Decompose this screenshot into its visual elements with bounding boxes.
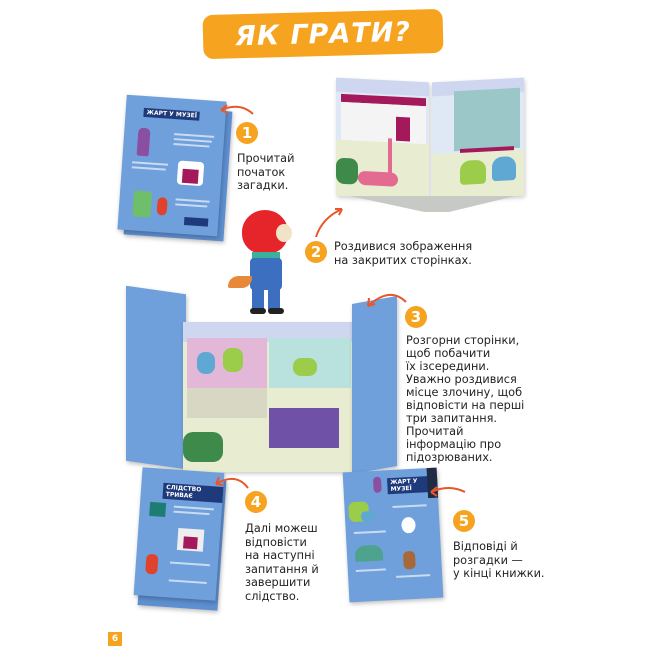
arrow-icon-step-3 bbox=[360, 288, 408, 312]
booklet-title: СЛІДСТВО ТРИВАЄ bbox=[162, 483, 223, 503]
step-4-text: Далі можеш відповісти на наступні запитання й завершити слідство. bbox=[245, 522, 319, 603]
step-4-badge: 4 bbox=[245, 491, 267, 513]
arrow-icon-step-2 bbox=[312, 204, 347, 239]
page-title: ЯК ГРАТИ? bbox=[202, 9, 443, 59]
booklet-title: ЖАРТ У МУЗЕЇ bbox=[143, 108, 200, 121]
step-1-text: Прочитай початок загадки. bbox=[237, 152, 295, 192]
step-1-badge: 1 bbox=[236, 122, 258, 144]
step-5-text: Відповіді й розгадки — у кінці книжки. bbox=[453, 540, 545, 580]
arrow-icon-step-5 bbox=[425, 480, 467, 500]
booklet-title: ЖАРТ У МУЗЕЇ bbox=[387, 476, 438, 495]
page-number: 6 bbox=[108, 632, 122, 646]
fox-detective-character bbox=[236, 210, 306, 315]
step-2-text: Роздивися зображення на закритих сторінках. bbox=[334, 240, 473, 267]
step-5-badge: 5 bbox=[453, 510, 475, 532]
arrow-icon-step-1 bbox=[215, 100, 255, 120]
arrow-icon-step-4 bbox=[208, 470, 250, 492]
step-3-text: Розгорни сторінки, щоб побачити їх ізсередини. Уважно роздивися місце злочину, щоб відповісти на перші три запитання. Прочитай інформацію про підозрюваних. bbox=[406, 334, 525, 464]
step-3-badge: 3 bbox=[405, 306, 427, 328]
step-2-badge: 2 bbox=[305, 241, 327, 263]
